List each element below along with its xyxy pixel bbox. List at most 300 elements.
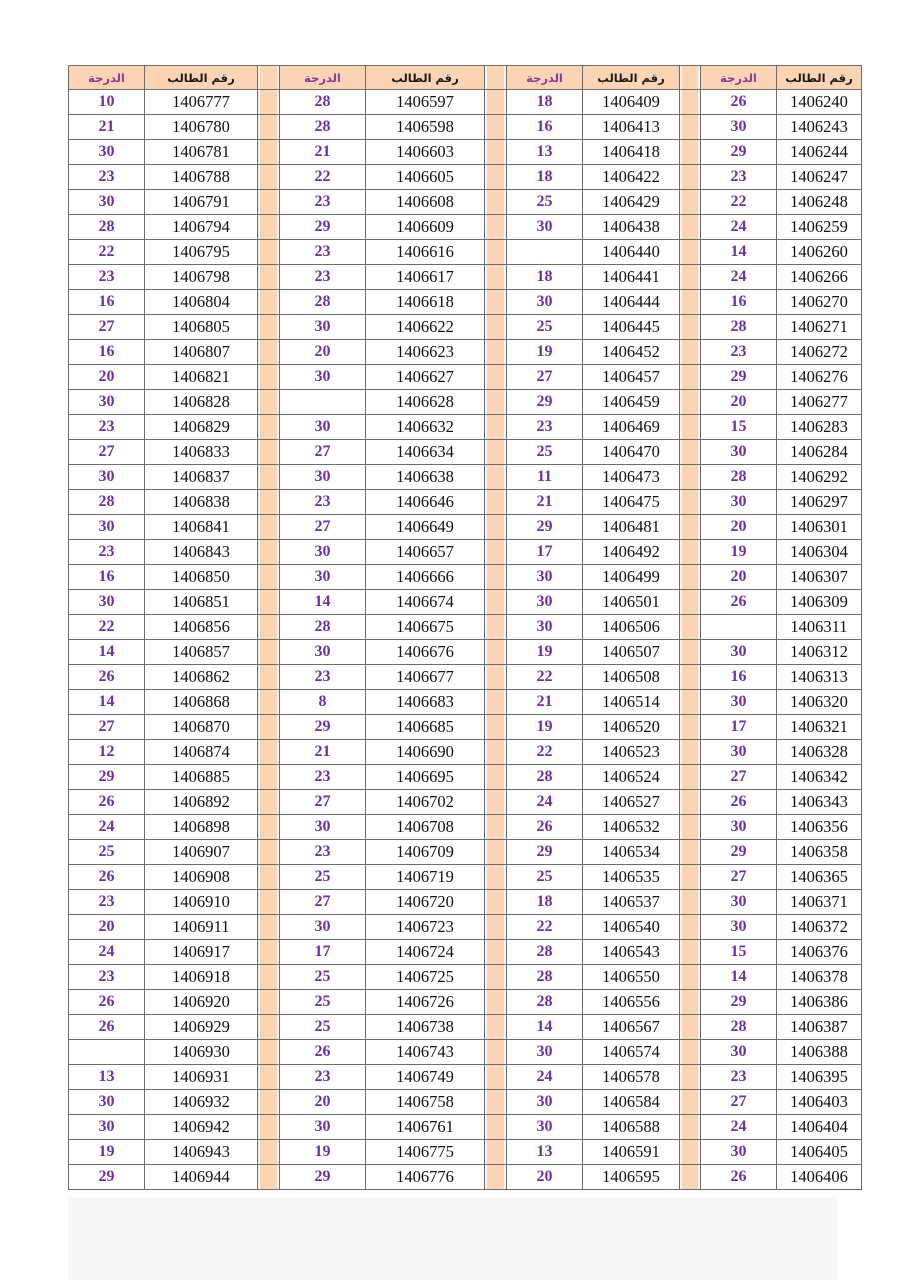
table-row <box>69 790 862 815</box>
student-id-cell: 1406843 <box>145 540 258 565</box>
column-separator <box>258 715 280 740</box>
grade-cell: 26 <box>701 1165 777 1190</box>
table-row <box>69 990 862 1015</box>
student-id-cell: 1406240 <box>777 90 862 115</box>
grade-cell <box>69 1040 145 1065</box>
student-id-cell: 1406387 <box>777 1015 862 1040</box>
grade-cell <box>280 390 366 415</box>
grade-cell: 20 <box>280 340 366 365</box>
table-row <box>69 640 862 665</box>
grade-cell: 30 <box>280 415 366 440</box>
grade-cell: 28 <box>280 115 366 140</box>
grade-cell: 30 <box>701 115 777 140</box>
grade-cell: 30 <box>507 565 583 590</box>
student-id-cell: 1406605 <box>366 165 485 190</box>
grade-cell: 24 <box>701 215 777 240</box>
grade-cell: 23 <box>280 840 366 865</box>
grade-cell: 27 <box>701 1090 777 1115</box>
grade-cell: 14 <box>507 1015 583 1040</box>
table-row <box>69 840 862 865</box>
table-row <box>69 740 862 765</box>
grade-cell: 16 <box>701 665 777 690</box>
student-id-cell: 1406371 <box>777 890 862 915</box>
grade-cell: 20 <box>69 915 145 940</box>
student-id-cell: 1406309 <box>777 590 862 615</box>
grade-cell: 26 <box>69 865 145 890</box>
student-id-cell: 1406632 <box>366 415 485 440</box>
student-id-cell: 1406481 <box>583 515 680 540</box>
table-row <box>69 1040 862 1065</box>
column-separator <box>485 1140 507 1165</box>
column-separator <box>258 1040 280 1065</box>
student-id-cell: 1406535 <box>583 865 680 890</box>
student-id-cell: 1406638 <box>366 465 485 490</box>
grade-cell: 30 <box>280 365 366 390</box>
column-separator <box>485 90 507 115</box>
student-id-cell: 1406243 <box>777 115 862 140</box>
student-id-cell: 1406469 <box>583 415 680 440</box>
student-id-column-header: رقم الطالب <box>583 66 680 90</box>
column-separator <box>680 1040 701 1065</box>
column-separator <box>485 1040 507 1065</box>
table-row <box>69 690 862 715</box>
column-separator <box>485 640 507 665</box>
student-id-cell: 1406578 <box>583 1065 680 1090</box>
student-id-cell: 1406646 <box>366 490 485 515</box>
column-separator <box>258 490 280 515</box>
student-id-cell: 1406837 <box>145 465 258 490</box>
student-id-cell: 1406616 <box>366 240 485 265</box>
grade-cell: 26 <box>507 815 583 840</box>
student-id-cell: 1406429 <box>583 190 680 215</box>
table-row <box>69 490 862 515</box>
grade-cell: 18 <box>507 90 583 115</box>
grade-cell: 30 <box>507 1090 583 1115</box>
column-separator <box>680 190 701 215</box>
grade-cell: 24 <box>507 790 583 815</box>
student-id-cell: 1406917 <box>145 940 258 965</box>
grade-cell: 30 <box>280 1115 366 1140</box>
student-id-cell: 1406395 <box>777 1065 862 1090</box>
grade-cell: 23 <box>701 340 777 365</box>
grade-cell: 28 <box>280 615 366 640</box>
grade-cell: 14 <box>701 240 777 265</box>
grade-column-header: الدرجة <box>507 66 583 90</box>
column-separator <box>258 1015 280 1040</box>
student-id-cell: 1406440 <box>583 240 680 265</box>
student-id-cell: 1406932 <box>145 1090 258 1115</box>
student-id-cell: 1406492 <box>583 540 680 565</box>
table-row <box>69 865 862 890</box>
grade-cell: 27 <box>280 515 366 540</box>
column-separator <box>258 290 280 315</box>
student-id-cell: 1406608 <box>366 190 485 215</box>
student-id-cell: 1406595 <box>583 1165 680 1190</box>
column-separator <box>485 890 507 915</box>
student-id-cell: 1406690 <box>366 740 485 765</box>
table-row <box>69 890 862 915</box>
table-row <box>69 215 862 240</box>
column-separator <box>680 715 701 740</box>
grade-cell: 30 <box>280 565 366 590</box>
student-id-cell: 1406807 <box>145 340 258 365</box>
student-id-cell: 1406499 <box>583 565 680 590</box>
student-id-cell: 1406438 <box>583 215 680 240</box>
student-id-cell: 1406321 <box>777 715 862 740</box>
column-separator <box>258 540 280 565</box>
column-separator <box>680 840 701 865</box>
student-id-cell: 1406738 <box>366 1015 485 1040</box>
grade-cell: 20 <box>701 390 777 415</box>
student-id-cell: 1406868 <box>145 690 258 715</box>
grade-cell: 12 <box>69 740 145 765</box>
column-separator <box>485 990 507 1015</box>
student-id-cell: 1406804 <box>145 290 258 315</box>
grade-cell: 18 <box>507 265 583 290</box>
grade-cell: 23 <box>701 1065 777 1090</box>
grade-cell: 17 <box>507 540 583 565</box>
grade-cell: 22 <box>69 240 145 265</box>
grade-cell: 25 <box>280 865 366 890</box>
grade-cell: 23 <box>69 165 145 190</box>
grade-cell: 21 <box>69 115 145 140</box>
grade-cell: 28 <box>507 765 583 790</box>
grade-cell: 29 <box>280 215 366 240</box>
grade-cell: 30 <box>507 1040 583 1065</box>
grade-cell: 30 <box>701 915 777 940</box>
column-separator <box>485 240 507 265</box>
student-id-cell: 1406833 <box>145 440 258 465</box>
student-id-cell: 1406841 <box>145 515 258 540</box>
student-id-cell: 1406942 <box>145 1115 258 1140</box>
grade-cell: 26 <box>69 665 145 690</box>
table-row <box>69 540 862 565</box>
grade-cell: 30 <box>507 590 583 615</box>
grade-cell: 23 <box>280 765 366 790</box>
column-separator <box>258 215 280 240</box>
student-id-cell: 1406829 <box>145 415 258 440</box>
column-separator <box>485 165 507 190</box>
grade-cell: 24 <box>69 815 145 840</box>
student-id-cell: 1406676 <box>366 640 485 665</box>
student-id-cell: 1406404 <box>777 1115 862 1140</box>
column-separator <box>258 190 280 215</box>
grade-cell: 8 <box>280 690 366 715</box>
student-id-cell: 1406780 <box>145 115 258 140</box>
student-id-cell: 1406532 <box>583 815 680 840</box>
grade-cell: 27 <box>701 765 777 790</box>
student-id-cell: 1406591 <box>583 1140 680 1165</box>
grade-cell: 21 <box>280 740 366 765</box>
column-separator <box>258 465 280 490</box>
column-separator <box>680 990 701 1015</box>
student-id-cell: 1406870 <box>145 715 258 740</box>
student-id-cell: 1406657 <box>366 540 485 565</box>
table-row <box>69 715 862 740</box>
student-id-cell: 1406675 <box>366 615 485 640</box>
student-id-cell: 1406276 <box>777 365 862 390</box>
student-id-cell: 1406683 <box>366 690 485 715</box>
grade-cell: 28 <box>507 940 583 965</box>
student-id-cell: 1406794 <box>145 215 258 240</box>
student-id-cell: 1406248 <box>777 190 862 215</box>
student-id-cell: 1406372 <box>777 915 862 940</box>
grade-cell: 27 <box>280 890 366 915</box>
column-separator <box>258 665 280 690</box>
student-id-cell: 1406931 <box>145 1065 258 1090</box>
student-id-cell: 1406743 <box>366 1040 485 1065</box>
student-id-cell: 1406918 <box>145 965 258 990</box>
column-separator <box>485 66 507 90</box>
column-separator <box>680 290 701 315</box>
grade-cell: 26 <box>69 990 145 1015</box>
table-row <box>69 965 862 990</box>
grade-cell: 26 <box>280 1040 366 1065</box>
student-id-cell: 1406508 <box>583 665 680 690</box>
grade-cell: 29 <box>701 365 777 390</box>
student-id-cell: 1406726 <box>366 990 485 1015</box>
grade-cell: 11 <box>507 465 583 490</box>
column-separator <box>258 890 280 915</box>
column-separator <box>258 965 280 990</box>
grade-cell: 25 <box>507 865 583 890</box>
grade-cell: 19 <box>507 715 583 740</box>
column-separator <box>258 615 280 640</box>
grade-cell: 23 <box>280 240 366 265</box>
student-id-cell: 1406527 <box>583 790 680 815</box>
student-id-cell: 1406378 <box>777 965 862 990</box>
grade-cell: 30 <box>280 640 366 665</box>
grade-cell: 16 <box>69 340 145 365</box>
column-separator <box>258 690 280 715</box>
column-separator <box>485 390 507 415</box>
column-separator <box>680 890 701 915</box>
student-id-cell: 1406850 <box>145 565 258 590</box>
column-separator <box>485 915 507 940</box>
grade-cell: 30 <box>701 1140 777 1165</box>
table-row <box>69 1140 862 1165</box>
column-separator <box>258 590 280 615</box>
table-row <box>69 915 862 940</box>
column-separator <box>680 1115 701 1140</box>
column-separator <box>680 66 701 90</box>
student-id-cell: 1406943 <box>145 1140 258 1165</box>
column-separator <box>680 965 701 990</box>
student-id-cell: 1406356 <box>777 815 862 840</box>
grade-cell: 27 <box>69 315 145 340</box>
student-id-cell: 1406376 <box>777 940 862 965</box>
column-separator <box>680 265 701 290</box>
grade-cell: 18 <box>507 890 583 915</box>
table-row <box>69 340 862 365</box>
column-separator <box>258 240 280 265</box>
column-separator <box>680 1090 701 1115</box>
column-separator <box>258 390 280 415</box>
table-row <box>69 165 862 190</box>
grade-cell: 14 <box>69 640 145 665</box>
grade-cell: 29 <box>69 1165 145 1190</box>
table-row <box>69 515 862 540</box>
student-id-cell: 1406907 <box>145 840 258 865</box>
grade-cell: 27 <box>701 865 777 890</box>
grade-cell: 30 <box>701 490 777 515</box>
student-id-cell: 1406781 <box>145 140 258 165</box>
grade-cell: 30 <box>701 1040 777 1065</box>
column-separator <box>258 165 280 190</box>
grade-cell: 13 <box>69 1065 145 1090</box>
student-id-cell: 1406874 <box>145 740 258 765</box>
column-separator <box>258 565 280 590</box>
grade-cell: 23 <box>701 165 777 190</box>
student-id-cell: 1406520 <box>583 715 680 740</box>
grade-cell: 15 <box>701 940 777 965</box>
grade-cell: 13 <box>507 1140 583 1165</box>
student-id-cell: 1406537 <box>583 890 680 915</box>
grade-cell: 21 <box>507 490 583 515</box>
column-separator <box>258 440 280 465</box>
grades-table <box>68 65 862 1190</box>
student-id-cell: 1406609 <box>366 215 485 240</box>
column-separator <box>485 665 507 690</box>
student-id-cell: 1406418 <box>583 140 680 165</box>
student-id-cell: 1406543 <box>583 940 680 965</box>
grade-cell: 29 <box>701 990 777 1015</box>
grade-cell: 30 <box>701 740 777 765</box>
student-id-cell: 1406911 <box>145 915 258 940</box>
student-id-cell: 1406445 <box>583 315 680 340</box>
student-id-cell: 1406618 <box>366 290 485 315</box>
student-id-cell: 1406723 <box>366 915 485 940</box>
student-id-cell: 1406328 <box>777 740 862 765</box>
grade-cell: 30 <box>280 315 366 340</box>
student-id-cell: 1406584 <box>583 1090 680 1115</box>
column-separator <box>258 1090 280 1115</box>
student-id-cell: 1406506 <box>583 615 680 640</box>
grade-cell: 20 <box>701 515 777 540</box>
student-id-cell: 1406409 <box>583 90 680 115</box>
column-separator <box>258 1065 280 1090</box>
student-id-cell: 1406761 <box>366 1115 485 1140</box>
column-separator <box>258 640 280 665</box>
student-id-cell: 1406507 <box>583 640 680 665</box>
column-separator <box>485 1115 507 1140</box>
grade-cell: 23 <box>69 540 145 565</box>
student-id-cell: 1406403 <box>777 1090 862 1115</box>
column-separator <box>258 940 280 965</box>
grade-cell: 23 <box>280 665 366 690</box>
column-separator <box>485 415 507 440</box>
table-row <box>69 190 862 215</box>
column-separator <box>680 790 701 815</box>
grade-cell: 19 <box>69 1140 145 1165</box>
column-separator <box>485 1065 507 1090</box>
grade-cell: 23 <box>280 1065 366 1090</box>
table-row <box>69 415 862 440</box>
student-id-cell: 1406247 <box>777 165 862 190</box>
grade-cell <box>701 615 777 640</box>
student-id-cell: 1406272 <box>777 340 862 365</box>
grade-cell: 20 <box>280 1090 366 1115</box>
column-separator <box>680 565 701 590</box>
grade-cell: 20 <box>507 1165 583 1190</box>
grade-cell: 16 <box>701 290 777 315</box>
student-id-cell: 1406588 <box>583 1115 680 1140</box>
grade-cell: 28 <box>280 90 366 115</box>
grade-cell: 22 <box>507 740 583 765</box>
grade-cell: 30 <box>69 190 145 215</box>
table-row <box>69 365 862 390</box>
student-id-cell: 1406320 <box>777 690 862 715</box>
column-separator <box>485 715 507 740</box>
column-separator <box>258 1165 280 1190</box>
column-separator <box>485 440 507 465</box>
student-id-cell: 1406617 <box>366 265 485 290</box>
student-id-cell: 1406313 <box>777 665 862 690</box>
column-separator <box>680 1140 701 1165</box>
column-separator <box>485 1090 507 1115</box>
grade-cell: 23 <box>280 190 366 215</box>
column-separator <box>485 865 507 890</box>
column-separator <box>680 340 701 365</box>
grade-cell: 29 <box>701 840 777 865</box>
student-id-cell: 1406459 <box>583 390 680 415</box>
grade-cell: 23 <box>69 415 145 440</box>
student-id-cell: 1406898 <box>145 815 258 840</box>
column-separator <box>680 665 701 690</box>
grade-cell: 26 <box>69 1015 145 1040</box>
student-id-cell: 1406550 <box>583 965 680 990</box>
column-separator <box>680 390 701 415</box>
column-separator <box>485 740 507 765</box>
student-id-cell: 1406304 <box>777 540 862 565</box>
grade-cell: 28 <box>701 315 777 340</box>
student-id-cell: 1406920 <box>145 990 258 1015</box>
grade-cell: 28 <box>507 990 583 1015</box>
table-row <box>69 290 862 315</box>
table-row <box>69 465 862 490</box>
student-id-cell: 1406301 <box>777 515 862 540</box>
student-id-cell: 1406666 <box>366 565 485 590</box>
column-separator <box>485 765 507 790</box>
grade-cell: 30 <box>69 140 145 165</box>
column-separator <box>485 790 507 815</box>
grade-cell: 23 <box>280 490 366 515</box>
column-separator <box>485 565 507 590</box>
grade-cell: 28 <box>69 490 145 515</box>
student-id-cell: 1406685 <box>366 715 485 740</box>
grade-cell: 30 <box>69 590 145 615</box>
student-id-cell: 1406534 <box>583 840 680 865</box>
column-separator <box>680 1015 701 1040</box>
table-row <box>69 1065 862 1090</box>
student-id-column-header: رقم الطالب <box>366 66 485 90</box>
grade-cell: 23 <box>69 265 145 290</box>
student-id-cell: 1406444 <box>583 290 680 315</box>
grade-cell: 19 <box>507 640 583 665</box>
column-separator <box>680 365 701 390</box>
grade-cell: 23 <box>69 965 145 990</box>
student-id-cell: 1406342 <box>777 765 862 790</box>
student-id-cell: 1406422 <box>583 165 680 190</box>
student-id-cell: 1406284 <box>777 440 862 465</box>
grade-cell: 28 <box>701 465 777 490</box>
student-id-cell: 1406514 <box>583 690 680 715</box>
column-separator <box>485 815 507 840</box>
student-id-cell: 1406944 <box>145 1165 258 1190</box>
column-separator <box>258 115 280 140</box>
student-id-cell: 1406413 <box>583 115 680 140</box>
grade-cell: 27 <box>69 715 145 740</box>
